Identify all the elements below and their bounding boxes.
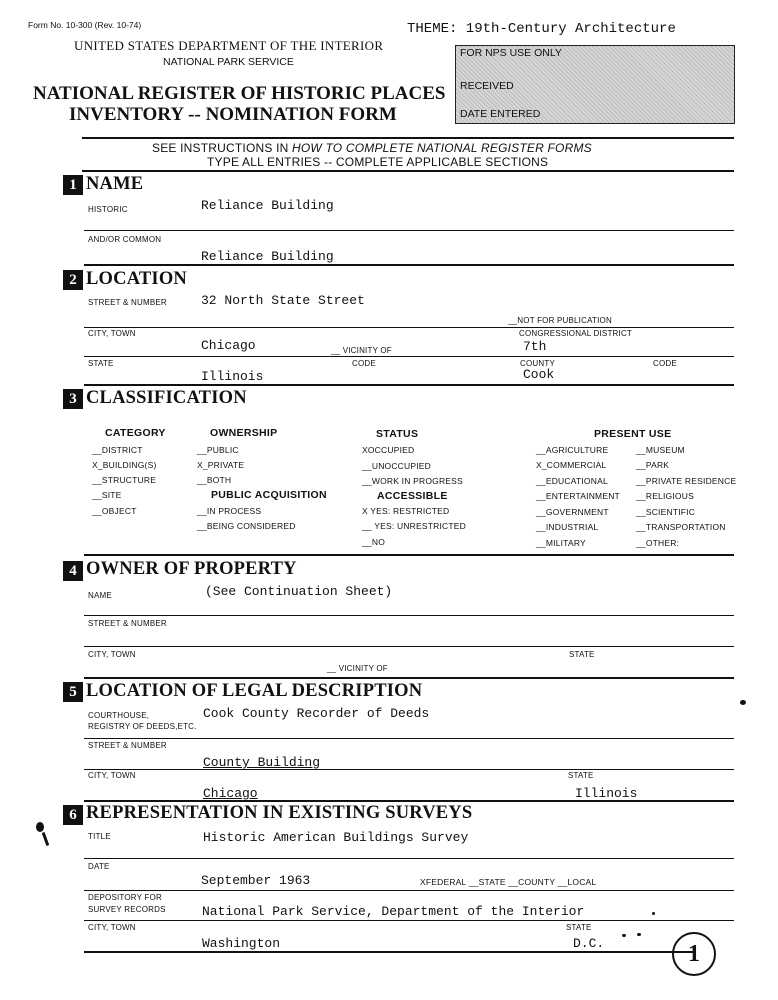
historic-label: HISTORIC — [88, 205, 128, 214]
divider — [84, 646, 734, 647]
nps-use-label: FOR NPS USE ONLY — [460, 47, 562, 59]
congressional-district-value[interactable]: 7th — [523, 339, 547, 354]
county-value[interactable]: Cook — [523, 367, 555, 382]
divider — [84, 951, 694, 953]
present-use-option[interactable]: __PRIVATE RESIDENCE — [636, 476, 737, 486]
accessible-option[interactable]: X YES: RESTRICTED — [362, 506, 450, 516]
owner-city-label: CITY, TOWN — [88, 650, 136, 659]
present-use-option[interactable]: __AGRICULTURE — [536, 445, 609, 455]
theme-label: THEME: 19th-Century Architecture — [407, 21, 676, 37]
city-town-label: CITY, TOWN — [88, 329, 136, 338]
instructions-line2: TYPE ALL ENTRIES -- COMPLETE APPLICABLE SECTIONS — [207, 155, 549, 169]
street-number-label: STREET & NUMBER — [88, 298, 167, 307]
nps-use-box — [455, 45, 735, 124]
county-code-label: CODE — [653, 359, 677, 368]
status-option[interactable]: XOCCUPIED — [362, 445, 415, 455]
depository-label: DEPOSITORY FOR — [88, 893, 162, 902]
section-number: 5 — [63, 682, 83, 702]
accessible-heading: ACCESSIBLE — [377, 490, 448, 502]
section-title-owner: OWNER OF PROPERTY — [86, 559, 297, 579]
form-title-line1: NATIONAL REGISTER OF HISTORIC PLACES — [33, 83, 446, 104]
survey-city-value[interactable]: Washington — [202, 936, 281, 951]
ink-speck — [42, 832, 50, 846]
legal-street-label: STREET & NUMBER — [88, 741, 167, 750]
section-number: 4 — [63, 561, 83, 581]
divider — [84, 230, 734, 231]
accessible-option[interactable]: __NO — [362, 537, 386, 547]
legal-city-value[interactable]: Chicago — [203, 786, 258, 801]
ownership-option[interactable]: __PUBLIC — [197, 445, 239, 455]
legal-state-label: STATE — [568, 771, 594, 780]
survey-date-value[interactable]: September 1963 — [201, 873, 311, 888]
divider — [84, 890, 734, 891]
depository-value[interactable]: National Park Service, Department of the Interior — [202, 904, 585, 919]
service-name: NATIONAL PARK SERVICE — [163, 56, 294, 68]
common-name-label: AND/OR COMMON — [88, 235, 162, 244]
public-acquisition-heading: PUBLIC ACQUISITION — [211, 489, 327, 501]
legal-city-label: CITY, TOWN — [88, 771, 136, 780]
category-option[interactable]: __SITE — [92, 490, 122, 500]
divider — [82, 137, 734, 139]
courthouse-value[interactable]: Cook County Recorder of Deeds — [203, 706, 430, 721]
present-use-option[interactable]: X_COMMERCIAL — [536, 460, 607, 470]
status-heading: STATUS — [376, 428, 419, 440]
present-use-option[interactable]: __GOVERNMENT — [536, 507, 609, 517]
not-for-publication-label[interactable]: __NOT FOR PUBLICATION — [508, 316, 612, 325]
category-option[interactable]: X_BUILDING(S) — [92, 460, 157, 470]
state-label: STATE — [88, 359, 114, 368]
survey-title-label: TITLE — [88, 832, 111, 841]
divider — [84, 327, 734, 328]
survey-state-label: STATE — [566, 923, 592, 932]
owner-vicinity-label[interactable]: __ VICINITY OF — [327, 664, 388, 673]
category-heading: CATEGORY — [105, 427, 166, 439]
street-number-value[interactable]: 32 North State Street — [201, 293, 365, 308]
section-number: 2 — [63, 270, 83, 290]
divider — [82, 170, 734, 172]
divider — [84, 615, 734, 616]
congressional-district-label: CONGRESSIONAL DISTRICT — [519, 329, 633, 338]
survey-title-value[interactable]: Historic American Buildings Survey — [203, 830, 469, 845]
present-use-option[interactable]: __ENTERTAINMENT — [536, 491, 620, 501]
present-use-option[interactable]: __INDUSTRIAL — [536, 522, 599, 532]
divider — [84, 920, 734, 921]
received-label: RECEIVED — [460, 80, 514, 92]
survey-date-label: DATE — [88, 862, 110, 871]
section-number: 6 — [63, 805, 83, 825]
present-use-option[interactable]: __EDUCATIONAL — [536, 476, 608, 486]
present-use-option[interactable]: __PARK — [636, 460, 670, 470]
ink-speck — [637, 933, 641, 936]
accessible-option[interactable]: __ YES: UNRESTRICTED — [362, 521, 466, 531]
acquisition-option[interactable]: __IN PROCESS — [197, 506, 262, 516]
legal-state-value[interactable]: Illinois — [575, 786, 638, 801]
divider — [84, 356, 734, 357]
category-option[interactable]: __OBJECT — [92, 506, 137, 516]
vicinity-label[interactable]: __ VICINITY OF — [331, 346, 392, 355]
owner-street-label: STREET & NUMBER — [88, 619, 167, 628]
county-label: COUNTY — [520, 359, 555, 368]
divider — [84, 384, 734, 386]
divider — [84, 264, 734, 266]
present-use-option[interactable]: __SCIENTIFIC — [636, 507, 696, 517]
page-number-mark: 1 — [672, 932, 716, 976]
section-number: 3 — [63, 389, 83, 409]
form-number: Form No. 10-300 (Rev. 10-74) — [28, 20, 142, 30]
section-title-surveys: REPRESENTATION IN EXISTING SURVEYS — [86, 803, 473, 823]
form-title-line2: INVENTORY -- NOMINATION FORM — [69, 104, 397, 125]
department-name: UNITED STATES DEPARTMENT OF THE INTERIOR — [74, 38, 384, 53]
legal-street-value[interactable]: County Building — [203, 755, 321, 770]
divider — [84, 800, 734, 802]
present-use-option[interactable]: __OTHER: — [636, 538, 680, 548]
ownership-option[interactable]: X_PRIVATE — [197, 460, 245, 470]
historic-name-value[interactable]: Reliance Building — [201, 198, 334, 213]
owner-name-label: NAME — [88, 591, 112, 600]
ink-speck — [36, 822, 44, 832]
status-option[interactable]: __WORK IN PROGRESS — [362, 476, 463, 486]
present-use-option[interactable]: __RELIGIOUS — [636, 491, 694, 501]
state-value[interactable]: Illinois — [201, 369, 264, 384]
survey-records-label: SURVEY RECORDS — [88, 905, 166, 914]
common-name-value[interactable]: Reliance Building — [201, 249, 334, 264]
divider — [84, 858, 734, 859]
courthouse-label: COURTHOUSE, — [88, 711, 150, 720]
status-option[interactable]: __UNOCCUPIED — [362, 461, 431, 471]
divider — [84, 738, 734, 739]
city-value[interactable]: Chicago — [201, 338, 256, 353]
ownership-option[interactable]: __BOTH — [197, 475, 232, 485]
divider — [84, 554, 734, 556]
section-title-name: NAME — [86, 174, 144, 194]
ink-speck — [652, 912, 655, 915]
acquisition-option[interactable]: __BEING CONSIDERED — [197, 521, 296, 531]
divider — [84, 677, 734, 679]
category-option[interactable]: __STRUCTURE — [92, 475, 157, 485]
present-use-option[interactable]: __MILITARY — [536, 538, 586, 548]
divider — [84, 769, 734, 770]
present-use-heading: PRESENT USE — [594, 428, 672, 440]
survey-city-label: CITY, TOWN — [88, 923, 136, 932]
registry-label: REGISTRY OF DEEDS,ETC. — [88, 722, 197, 731]
survey-state-value[interactable]: D.C. — [573, 936, 605, 951]
ink-speck — [740, 700, 746, 705]
owner-name-value[interactable]: (See Continuation Sheet) — [205, 584, 393, 599]
present-use-option[interactable]: __TRANSPORTATION — [636, 522, 726, 532]
code-label: CODE — [352, 359, 376, 368]
section-title-location: LOCATION — [86, 269, 187, 289]
instructions-line1: SEE INSTRUCTIONS IN HOW TO COMPLETE NATIONAL REGISTER FORMS — [152, 141, 592, 155]
section-title-legal-description: LOCATION OF LEGAL DESCRIPTION — [86, 681, 423, 701]
ownership-heading: OWNERSHIP — [210, 427, 278, 439]
survey-level-options[interactable]: XFEDERAL __STATE __COUNTY __LOCAL — [420, 877, 597, 887]
present-use-option[interactable]: __MUSEUM — [636, 445, 685, 455]
owner-state-label: STATE — [569, 650, 595, 659]
category-option[interactable]: __DISTRICT — [92, 445, 143, 455]
section-number: 1 — [63, 175, 83, 195]
date-entered-label: DATE ENTERED — [460, 108, 541, 120]
ink-speck — [622, 934, 626, 937]
section-title-classification: CLASSIFICATION — [86, 388, 247, 408]
